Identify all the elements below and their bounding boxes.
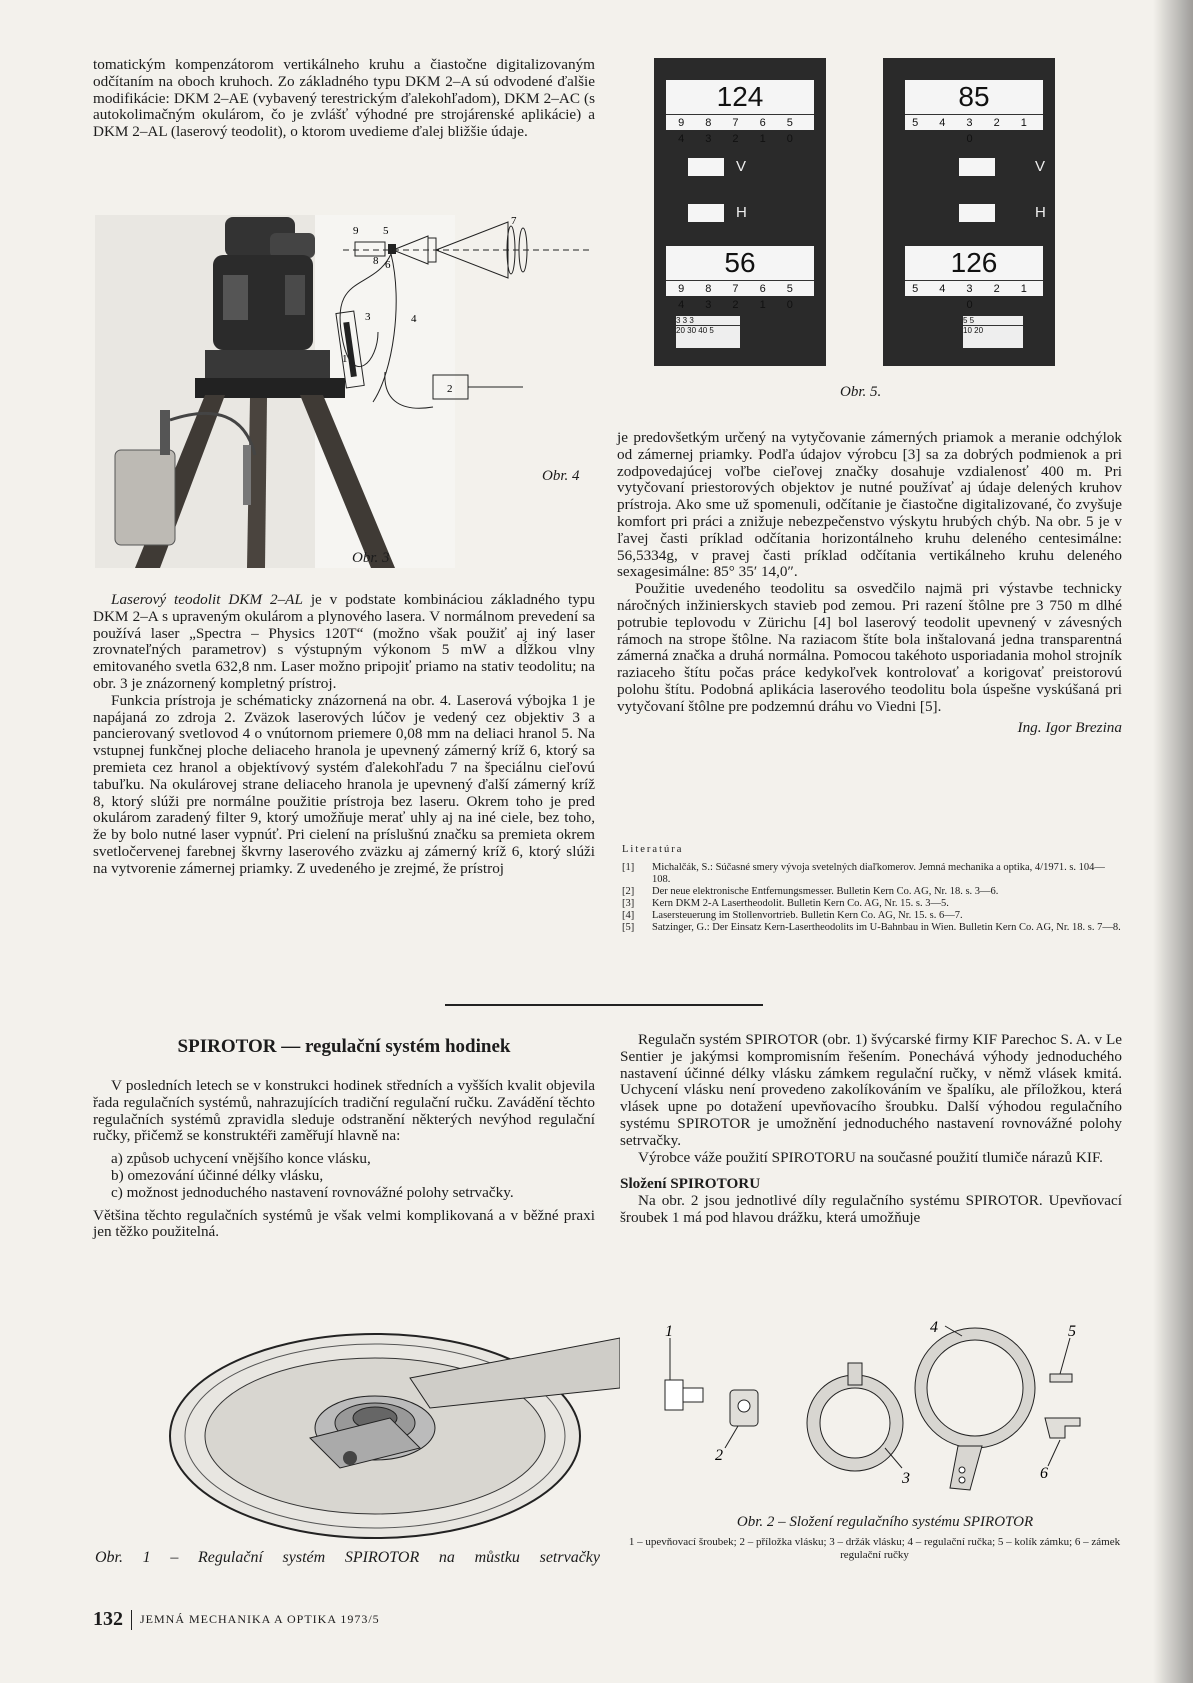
- horizontal-top-display: [666, 80, 814, 145]
- vertical-bottom-display: [905, 246, 1043, 311]
- right-article: [617, 430, 1122, 736]
- figure-1-illustration: [160, 1318, 620, 1548]
- figure-4-diagram: [333, 212, 595, 462]
- paragraph-text: Většina těchto regulačních systémů je však velmi komplikovaná a v běžné praxi jen těžko použitelná.: [93, 1206, 595, 1241]
- label-1: 1: [342, 353, 348, 365]
- spirotor-right-text: [620, 1032, 1122, 1227]
- page-footer: [93, 1608, 380, 1631]
- horizontal-bottom-display: [666, 246, 814, 311]
- top-scale: 9 8 7 6 5 4 3 2 1 0: [666, 114, 814, 147]
- left-article: [93, 592, 595, 878]
- figure-2-caption: Obr. 2 – Složení regulačního systému SPIROTOR: [736, 1514, 1034, 1530]
- h-label: H: [1035, 204, 1046, 221]
- part-label-2: 2: [715, 1447, 723, 1464]
- list-item: a) způsob uchycení vnějšího konce vlásku,: [111, 1150, 371, 1168]
- label-5: 5: [383, 225, 389, 237]
- laser-schematic-diagram: [333, 212, 595, 462]
- paragraph-text: Regulačn systém SPIROTOR (obr. 1) švýcarské firmy KIF Parechoc S. A. v Le Sentier je jakýmsi kompromisním řešením. Ponechává výhody jednoduchého nastavení účinné délky vlásku zámkem regulační ručky, v němž vlásek kmitá. Uchycení vlásku není provedeno zakolíkováním ve špalíku, ale příložkou, která vlásek upne po dotažení upevňovacího šroubku. Další výhodou regulačního systému SPIROTOR je umožnění jednoduchého nastavení rovnovážné polohy setrvačky.: [620, 1031, 1122, 1149]
- v-bar: [959, 158, 995, 176]
- list-item: b) omezování účinné délky vlásku,: [111, 1166, 324, 1184]
- top-value: 85: [958, 81, 990, 112]
- figure-2-legend: 1 – upevňovací šroubek; 2 – příložka vlásku; 3 – držák vlásku; 4 – regulační ručka; 5 – kolík zámku; 6 – zámek regulační ručky: [628, 1536, 1121, 1561]
- label-7: 7: [511, 215, 517, 227]
- micrometer-scale: [963, 316, 1023, 348]
- label-9: 9: [353, 225, 359, 237]
- micrometer-top: 3 3 3: [676, 316, 694, 325]
- page-number: 132: [93, 1608, 123, 1630]
- label-8: 8: [373, 255, 379, 267]
- literature-item: [3] Kern DKM 2-A Lasertheodolit. Bulletin Kern Co. AG, Nr. 15. s. 3—5.: [622, 898, 949, 909]
- v-bar: [688, 158, 724, 176]
- v-label: V: [1035, 158, 1046, 175]
- paragraph-text: Na obr. 2 jsou jednotlivé díly regulačního systému SPIROTOR. Upevňovací šroubek 1 má pod hlavou drážku, která umožňuje: [620, 1192, 1122, 1226]
- figure-2-parts-drawing: [640, 1318, 1130, 1518]
- figure-3-caption: Obr. 3: [352, 550, 390, 566]
- figure-5-caption: Obr. 5.: [840, 384, 882, 400]
- paragraph-text: je v podstate kombináciou základného typu DKM 2–A s upraveným okulárom a plynového lasera. V normálnom prevedení sa používá laser „Spectra – Physics 120T“ (možno však použiť aj iný laser zrovnateľných parametrov) s výstupným výkonom 5 mW a dĺžkou vlny emitovaného svetla 632,8 nm. Laser možno pripojiť priamo na stativ teodolitu; na obr. 3 je znázornený kompletný prístroj.: [93, 591, 595, 692]
- top-value: 124: [716, 81, 764, 112]
- spirotor-title-block: [93, 1036, 595, 1058]
- paragraph-text: V posledních letech se v konstrukci hodinek středních a vyšších kvalit objevila řada regulačních systémů, nahrazujících tradiční regulační ručku. Zavádění těchto regulačních systémů zpravidla sleduje odstranění některých nevýhod regulační ručky, přičemž se konstruktéři zaměřují hlavně na:: [93, 1077, 595, 1145]
- spirotor-left-text: [93, 1078, 595, 1241]
- paragraph-text: Funkcia prístroja je schématicky znázornená na obr. 4. Laserová výbojka 1 je napájaná zo zdroja 2. Zväzok laserových lúčov je vedený cez objektiv 3 a pancierovaný svetlovod 4 o vnútornom priemere 0,08 mm na deliaci hranol 5. Na vstupnej funkčnej ploche deliaceho hranola je upevnený zámerný kríž 6, ktorý sa premieta cez hranol a objektívový systém ďalekohľadu 7 na špeciálnu cieľovú tabuľku. Na okulárovej strane deliaceho hranola je upevnený ďalší zámerný kríž 8, ktorý slúži pre normálne použitie prístroja bez laseru. Okrem toho je pred okulárom zaradený filter 9, ktorý umožňuje merať uhly aj na iné ciele, bez toho, že by bolo nutné laser vypnúť. Pri cielení na príslušnú značku sa premieta okrem svetločervenej farebnej škvrny laserového zväzku aj zámerný kríž 6, ktorý slúži na vytvorenie zámernej priamky. Z uvedeného je zrejmé, že prístroj: [93, 691, 595, 877]
- top-scale: 5 4 3 2 1 0: [905, 114, 1043, 147]
- footer-divider: [131, 1610, 132, 1630]
- spirotor-balance-drawing: [160, 1318, 620, 1548]
- italic-lead: Laserový teodolit DKM 2–AL: [111, 591, 303, 608]
- literature-section: [622, 844, 1122, 934]
- bottom-value: 56: [724, 247, 756, 278]
- literature-item: [4] Lasersteuerung im Stollenvortrieb. Bulletin Kern Co. AG, Nr. 15. s. 6—7.: [622, 910, 963, 921]
- paragraph-text: tomatickým kompenzátorom vertikálneho kruhu a čiastočne digitalizovaným odčítaním na oboch kruhoch. Zo základného typu DKM 2–A sú odvodené ďalšie modifikácie: DKM 2–AE (vybavený terestrickým ďalekohľadom), DKM 2–AC (s autokolimačným okulárom, čo je zvlášť výhodné pre strojárenské aplikácie) a DKM 2–AL (laserový teodolit), o ktorom uvedieme ďalej bližšie údaje.: [93, 56, 595, 141]
- micrometer-bottom: 20 30 40 5: [676, 325, 740, 335]
- v-label: V: [736, 158, 747, 175]
- h-bar: [959, 204, 995, 222]
- paragraph-text: Použitie uvedeného teodolitu sa osvedčilo najmä pri výstavbe technicky náročných inžinierskych stavieb pod zemou. Pri razení štôlne pre 3 750 m dlhé potrubie teplovodu v Zürichu [4] bol laserový teodolit upevnený v závesných rámoch na strope štôlne. Na raziacom štíte bola inštalovaná jedna transparentná zámerná značka a druhá normálna. Pomocou takéhoto usporiadania mohol strojník raziaceho štítu počas práce kedykoľvek kontrolovať a korigovať preistorovú polohu štítu. Podobná aplikácia laserového teodolitu bola úspešne vyskúšaná pri vytyčovaní štôlne pre podzemnú dráhu vo Viedni [5].: [617, 580, 1122, 715]
- figure-5-left-panel: [654, 58, 826, 366]
- micrometer-bottom: 10 20: [963, 325, 1023, 335]
- part-label-5: 5: [1068, 1323, 1076, 1340]
- part-label-6: 6: [1040, 1465, 1048, 1482]
- requirements-list: [93, 1151, 595, 1201]
- bottom-scale: 9 8 7 6 5 4 3 2 1 0: [666, 280, 814, 313]
- part-label-3: 3: [902, 1470, 910, 1487]
- section-divider: [445, 1004, 763, 1006]
- label-4: 4: [411, 313, 417, 325]
- literature-item: [2] Der neue elektronische Entfernungsmesser. Bulletin Kern Co. AG, Nr. 18. s. 3—6.: [622, 886, 999, 897]
- subheading: Složení SPIROTORU: [620, 1175, 761, 1193]
- literature-title: Literatúra: [622, 844, 684, 855]
- micrometer-scale: [676, 316, 740, 348]
- figure-5-right-panel: [883, 58, 1055, 366]
- spirotor-title: SPIROTOR — regulační systém hodinek: [177, 1036, 511, 1057]
- bottom-value: 126: [950, 247, 998, 278]
- paragraph-text: Výrobce váže použití SPIROTORU na současné použití tlumiče nárazů KIF.: [638, 1148, 1103, 1166]
- h-bar: [688, 204, 724, 222]
- author: Ing. Igor Brezina: [1017, 718, 1122, 736]
- journal-name: JEMNÁ MECHANIKA A OPTIKA 1973/5: [140, 1612, 380, 1626]
- label-6: 6: [385, 259, 391, 271]
- micrometer-top: 5 5: [963, 316, 975, 325]
- literature-item: [1] Michalčák, S.: Súčasné smery vývoja svetelných diaľkomerov. Jemná mechanika a optika, 4/1971. s. 104—108.: [622, 862, 1105, 885]
- part-label-4: 4: [930, 1319, 938, 1336]
- part-label-1: 1: [665, 1323, 673, 1340]
- top-left-paragraph: [93, 57, 595, 141]
- label-2: 2: [447, 383, 453, 395]
- paragraph-text: je predovšetkým určený na vytyčovanie zámerných priamok a meranie odchýlok od zámernej priamky. Podľa údajov výrobcu [3] sa za dobrých podmienok a pri zodpovedajúcej voľbe cieľovej značky dosahuje vzdialenosť 400 m. Pri vytyčovaní priestorových objektov je nutné používať aj údaje delených kruhov prístroja. Ako sme už spomenuli, odčítanie je čiastočne digitalizované, čo zvyšuje komfort pri práci a znižuje nebezpečenstvo výskytu hrubých chýb. Na obr. 5 je v ľavej časti príklad odčítania horizontálneho kruhu deleného centesimálne: 56,5334g, v pravej časti príklad odčítania vertikálneho kruhu deleného sexagesimálne: 85° 35′ 14,0″.: [617, 429, 1122, 581]
- label-3: 3: [365, 311, 371, 323]
- literature-item: [5] Satzinger, G.: Der Einsatz Kern-Lasertheodolits im U-Bahnbau in Wien. Bulletin Kern Co. AG, Nr. 18. s. 7—8.: [622, 922, 1121, 933]
- list-item: c) možnost jednoduchého nastavení rovnovážné polohy setrvačky.: [111, 1183, 514, 1201]
- page-edge-shadow: [1153, 0, 1193, 1683]
- bottom-scale: 5 4 3 2 1 0: [905, 280, 1043, 313]
- figure-4-caption: Obr. 4: [542, 468, 580, 484]
- vertical-top-display: [905, 80, 1043, 145]
- figure-1-caption: Obr. 1 – Regulační systém SPIROTOR na můstku setrvačky: [95, 1549, 600, 1566]
- spirotor-parts-illustration: [640, 1318, 1130, 1518]
- h-label: H: [736, 204, 747, 221]
